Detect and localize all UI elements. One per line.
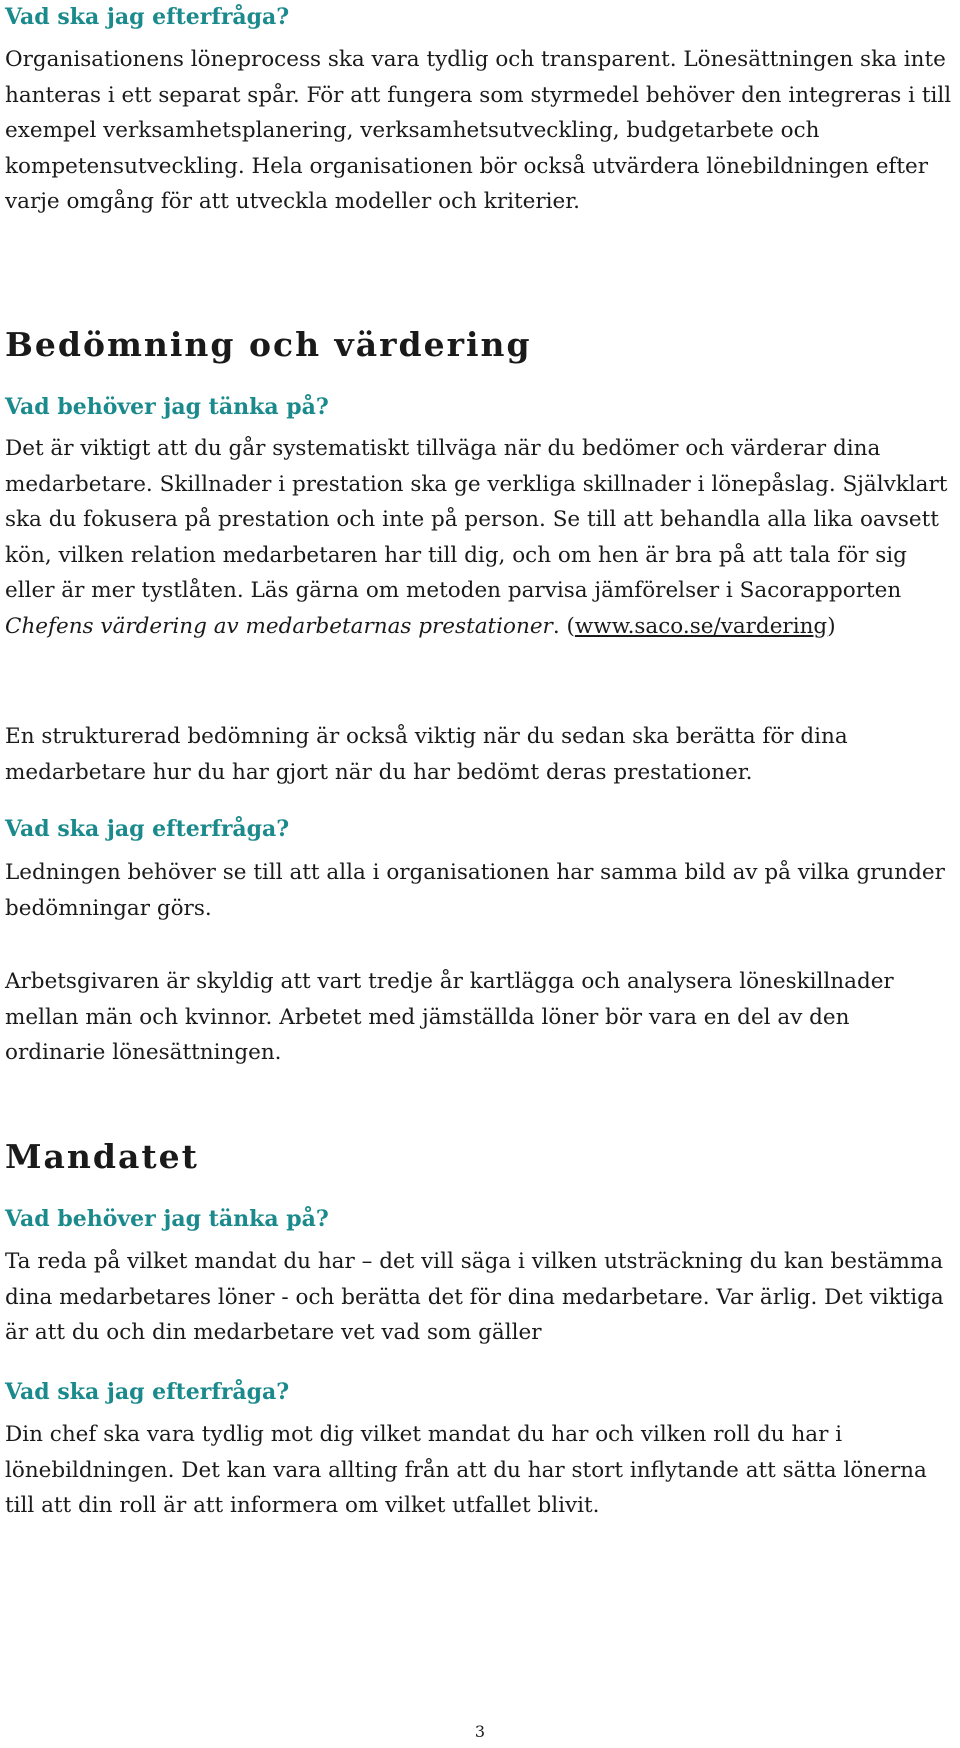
structured-assessment-paragraph: En strukturerad bedömning är också viktig när du sedan ska berätta för dina medarbetare hur du har gjort när du har bedömt deras prestationer. bbox=[5, 724, 848, 785]
subheading-what-to-consider: Vad behöver jag tänka på? bbox=[5, 1206, 329, 1232]
section-title-mandate: Mandatet bbox=[5, 1137, 199, 1176]
manager-clarity-paragraph: Din chef ska vara tydlig mot dig vilket mandat du har och vilken roll du har i lönebildningen. Det kan vara allting från att du har stort inflytande att sätta lönerna till att din roll är att informera om vilket utfallet blivit. bbox=[5, 1422, 927, 1518]
page-number: 3 bbox=[474, 1722, 486, 1741]
assessment-paragraph bbox=[5, 431, 955, 644]
assessment-paragraph-text: Det är viktigt att du går systematiskt tillväga när du bedömer och värderar dina medarbetare. Skillnader i prestation ska ge verkliga skillnader i lönepåslag. Självklart ska du fokusera på prestation och inte på person. Se till att behandla alla lika oavsett kön, vilken relation medarbetaren har till dig, och om hen är bra på att tala för sig eller är mer tystlåten. Läs gärna om metoden parvisa jämförelser i Sacorapporten bbox=[5, 436, 948, 603]
punctuation: ) bbox=[827, 613, 836, 639]
salary-process-paragraph: Organisationens löneprocess ska vara tydlig och transparent. Lönesättningen ska inte hanteras i ett separat spår. För att fungera som styrmedel behöver den integreras i till exempel verksamhetsplanering, verksamhetsutveckling, budgetarbete och kompetensutveckling. Hela organisationen bör också utvärdera lönebildningen efter varje omgång för att utveckla modeller och kriterier. bbox=[5, 47, 952, 214]
subheading-what-to-ask: Vad ska jag efterfråga? bbox=[5, 1379, 290, 1405]
equal-pay-paragraph: Arbetsgivaren är skyldig att vart tredje år kartlägga och analysera löneskillnader mellan män och kvinnor. Arbetet med jämställda löner bör vara en del av den ordinarie lönesättningen. bbox=[5, 969, 894, 1065]
section-title-assessment: Bedömning och värdering bbox=[5, 325, 532, 364]
subheading-what-to-ask: Vad ska jag efterfråga? bbox=[5, 816, 290, 842]
subheading-what-to-consider: Vad behöver jag tänka på? bbox=[5, 394, 329, 420]
report-title: Chefens värdering av medarbetarnas prestationer bbox=[5, 613, 553, 639]
mandate-paragraph: Ta reda på vilket mandat du har – det vill säga i vilken utsträckning du kan bestämma dina medarbetares löner - och berätta det för dina medarbetare. Var ärlig. Det viktiga är att du och din medarbetare vet vad som gäller bbox=[5, 1249, 944, 1345]
saco-link[interactable]: www.saco.se/vardering bbox=[574, 613, 828, 639]
management-paragraph: Ledningen behöver se till att alla i organisationen har samma bild av på vilka grunder bedömningar görs. bbox=[5, 860, 945, 921]
punctuation: . ( bbox=[552, 613, 575, 639]
subheading-what-to-ask: Vad ska jag efterfråga? bbox=[5, 4, 290, 30]
